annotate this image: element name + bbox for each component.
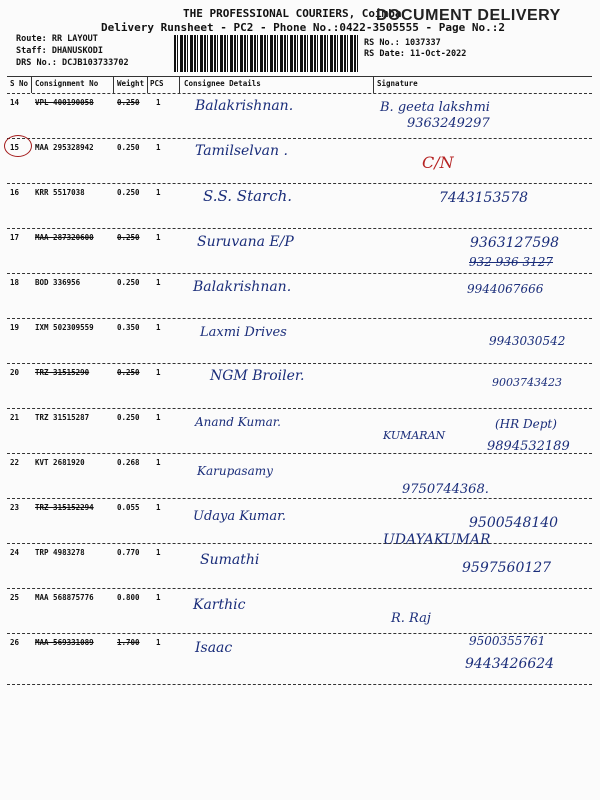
phone: 9500355761	[469, 634, 546, 648]
weight: 1.700	[117, 638, 140, 647]
weight: 0.055	[117, 503, 140, 512]
table-row	[7, 454, 592, 499]
sno: 17	[10, 233, 20, 242]
signature: KUMARAN	[383, 429, 446, 442]
struck-phone: 932 936 3127	[469, 255, 553, 269]
sno: 16	[10, 188, 20, 197]
signature: B. geeta lakshmi	[380, 100, 490, 115]
phone: 9500548140	[469, 515, 559, 531]
consignee-name: Tamilselvan .	[195, 143, 288, 159]
phone: 9597560127	[462, 560, 552, 576]
consignment-no: KRR 5517038	[35, 188, 85, 197]
sno: 19	[10, 323, 20, 332]
weight: 0.268	[117, 458, 140, 467]
pcs: 1	[156, 143, 161, 152]
consignment-no: TRP 4983278	[35, 548, 85, 557]
col-consignment: Consignment No	[35, 79, 99, 88]
consignment-no: TRZ 31515287	[35, 413, 90, 422]
pcs: 1	[156, 503, 161, 512]
consignee-name: Karthic	[193, 597, 246, 613]
weight: 0.250	[117, 368, 140, 377]
table-row	[7, 274, 592, 319]
col-consignee: Consignee Details	[184, 79, 261, 88]
weight: 0.250	[117, 233, 140, 242]
phone: 9894532189	[487, 439, 570, 454]
consignee-name: Karupasamy	[197, 464, 273, 478]
consignment-no: KVT 2681920	[35, 458, 85, 467]
phone: 9363127598	[470, 235, 560, 251]
pcs: 1	[156, 233, 161, 242]
weight: 0.250	[117, 413, 140, 422]
sno: 23	[10, 503, 20, 512]
consignment-no: MAA 287320600	[35, 233, 94, 242]
col-signature: Signature	[377, 79, 418, 88]
sno: 26	[10, 638, 20, 647]
table-row	[7, 589, 592, 634]
staff-label: Staff: DHANUSKODI	[16, 46, 103, 56]
signature: C/N	[422, 153, 454, 172]
consignment-no: MAA 569331089	[35, 638, 94, 647]
table-row	[7, 184, 592, 229]
table-row	[7, 94, 592, 139]
table-row	[7, 139, 592, 184]
consignee-name: Balakrishnan.	[195, 98, 294, 114]
table-row	[7, 319, 592, 364]
pcs: 1	[156, 638, 161, 647]
weight: 0.800	[117, 593, 140, 602]
weight: 0.770	[117, 548, 140, 557]
sno: 18	[10, 278, 20, 287]
table-row	[7, 499, 592, 548]
sno: 14	[10, 98, 20, 107]
table-row	[7, 229, 592, 274]
drs-number: DRS No.: DCJB103733702	[16, 58, 129, 68]
consignment-no: TRZ 315152294	[35, 503, 94, 512]
weight: 0.350	[117, 323, 140, 332]
runsheet-title: Delivery Runsheet - PC2 - Phone No.:0422-3505555 - Page No.:2	[101, 21, 505, 34]
barcode	[174, 35, 358, 72]
pcs: 1	[156, 278, 161, 287]
sno: 25	[10, 593, 20, 602]
table-row	[7, 409, 592, 454]
dept-note: (HR Dept)	[495, 417, 557, 431]
signature: UDAYAKUMAR	[383, 532, 491, 548]
signature: R. Raj	[391, 611, 431, 626]
sno: 21	[10, 413, 20, 422]
pcs: 1	[156, 458, 161, 467]
consignee-name: Sumathi	[200, 552, 260, 568]
pcs: 1	[156, 323, 161, 332]
phone: 7443153578	[439, 190, 529, 206]
weight: 0.250	[117, 278, 140, 287]
pcs: 1	[156, 593, 161, 602]
consignee-name: Udaya Kumar.	[193, 509, 287, 524]
sno: 22	[10, 458, 20, 467]
pcs: 1	[156, 413, 161, 422]
consignee-name: NGM Broiler.	[210, 368, 305, 384]
runsheet-table	[7, 76, 592, 688]
consignment-no: BOD 336956	[35, 278, 81, 287]
pcs: 1	[156, 368, 161, 377]
col-sno: S No	[10, 79, 29, 88]
rs-number: RS No.: 1037337	[364, 38, 441, 48]
col-weight: Weight	[117, 79, 145, 88]
consignment-no: VPL 400190058	[35, 98, 94, 107]
table-row	[7, 634, 592, 679]
phone: 9363249297	[407, 116, 490, 131]
pcs: 1	[156, 188, 161, 197]
phone: 9944067666	[467, 282, 544, 296]
pcs: 1	[156, 98, 161, 107]
pcs: 1	[156, 548, 161, 557]
sno: 24	[10, 548, 20, 557]
consignment-no: MAA 568875776	[35, 593, 94, 602]
weight: 0.250	[117, 98, 140, 107]
consignment-no: TRZ 31515290	[35, 368, 90, 377]
phone-2: 9443426624	[465, 656, 555, 672]
consignee-name: S.S. Starch.	[203, 187, 293, 205]
table-row	[7, 544, 592, 589]
consignee-name: Balakrishnan.	[193, 279, 292, 295]
consignee-name: Anand Kumar.	[195, 415, 281, 429]
phone: 9750744368.	[402, 482, 489, 497]
weight: 0.250	[117, 143, 140, 152]
rs-date: RS Date: 11-Oct-2022	[364, 49, 467, 59]
courier-company-title: THE PROFESSIONAL COURIERS, Coimba	[183, 7, 402, 20]
consignment-no: IXM 502309559	[35, 323, 94, 332]
phone: 9003743423	[492, 376, 562, 389]
phone: 9943030542	[489, 334, 566, 348]
document-delivery-stamp: DOCUMENT DELIVERY	[376, 7, 561, 24]
consignee-name: Laxmi Drives	[200, 325, 287, 340]
sno: 15	[10, 143, 20, 152]
consignee-name: Suruvana E/P	[197, 234, 294, 250]
sno: 20	[10, 368, 20, 377]
table-row	[7, 364, 592, 409]
col-pcs: PCS	[150, 79, 164, 88]
route-label: Route: RR LAYOUT	[16, 34, 98, 44]
consignee-name: Isaac	[195, 640, 233, 656]
weight: 0.250	[117, 188, 140, 197]
consignment-no: MAA 295328942	[35, 143, 94, 152]
